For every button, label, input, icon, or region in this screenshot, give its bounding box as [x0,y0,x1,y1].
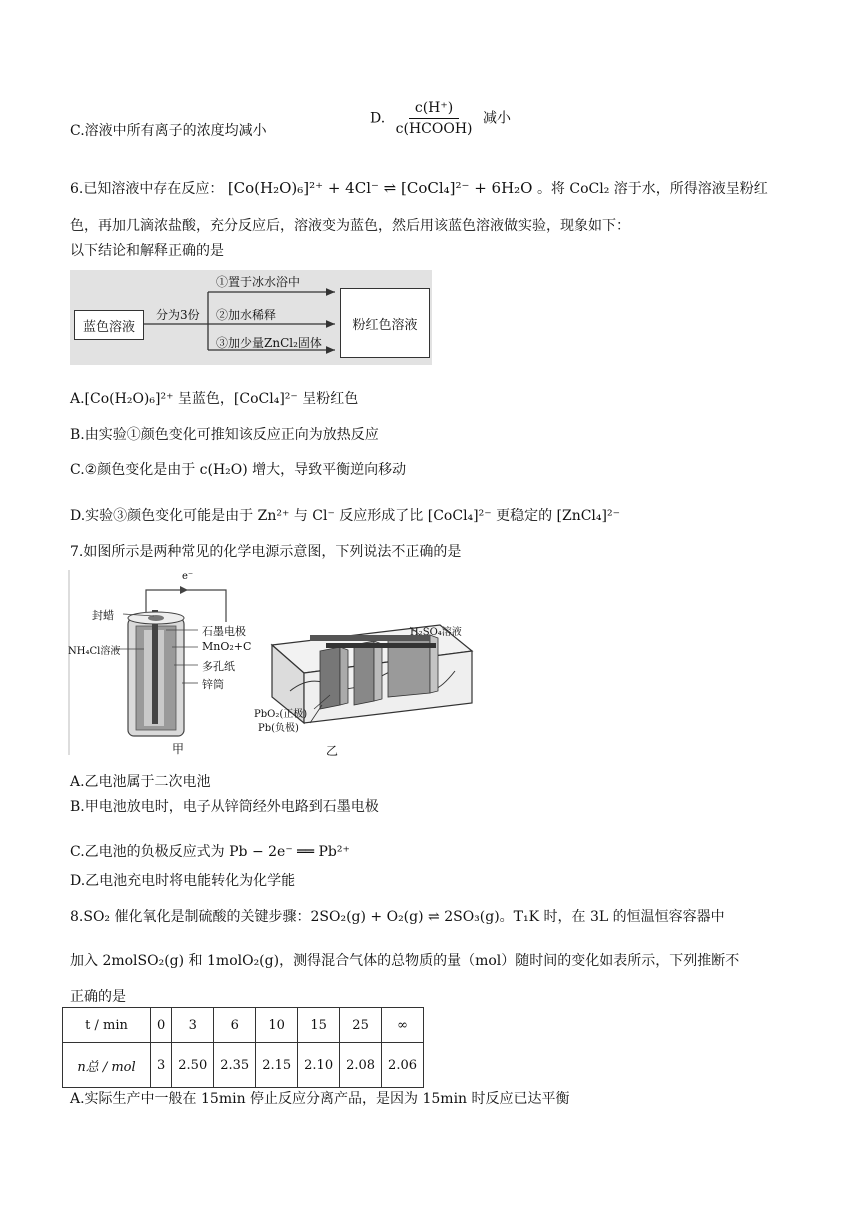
table-cell: 2.08 [340,1043,382,1088]
table-cell: 2.10 [298,1043,340,1088]
table-cell: 3 [151,1043,172,1088]
table-row [63,1043,424,1088]
q6-stem-intro: 6.已知溶液中存在反应： [70,181,224,197]
q8-option-a: A.实际生产中一般在 15min 停止反应分离产品，是因为 15min 时反应已达平衡 [70,1091,570,1107]
paper-label: 多孔纸 [202,660,235,673]
zinc-label: 锌筒 [202,678,224,691]
seal-label: 封蜡 [92,609,114,622]
table-cell: 15 [298,1008,340,1043]
nh4cl-label: NH₄Cl溶液 [68,646,121,657]
table-cell: 2.35 [214,1043,256,1088]
q6-split-label: 分为3份 [156,308,200,322]
q7-option-b: B.甲电池放电时，电子从锌筒经外电路到石墨电极 [70,799,379,815]
table-cell: 3 [172,1008,214,1043]
q6-step2-label: ②加水稀释 [216,308,277,322]
q7-option-d: D.乙电池充电时将电能转化为化学能 [70,873,296,889]
q6-stem-line1 [70,178,768,198]
q8-stem-line2: 加入 2molSO₂(g) 和 1molO₂(g)，测得混合气体的总物质的量（mol）随时间的变化如表所示，下列推断不 [70,953,740,969]
q6-option-d: D.实验③颜色变化可能是由于 Zn²⁺ 与 Cl⁻ 反应形成了比 [CoCl₄]²⁻ 更稳定的 [ZnCl₄]²⁻ [70,508,620,524]
q6-step3-label: ③加少量ZnCl₂固体 [216,336,322,350]
table-cell: 0 [151,1008,172,1043]
table-header-cell: t / min [63,1008,151,1043]
table-row [63,1008,424,1043]
q8-stem-line3: 正确的是 [70,989,126,1005]
q6-stem-line3: 以下结论和解释正确的是 [70,243,224,259]
table-cell: 2.50 [172,1043,214,1088]
caption-jia: 甲 [172,742,185,756]
q8-data-table [62,1007,424,1088]
graphite-label: 石墨电极 [202,625,246,638]
fraction-denominator: c(HCOOH) [395,121,473,137]
q7-stem: 7.如图所示是两种常见的化学电源示意图，下列说法不正确的是 [70,544,462,560]
table-header-cell: n总 / mol [63,1043,151,1088]
q6-left-box: 蓝色溶液 [74,310,144,340]
table-cell: ∞ [382,1008,424,1043]
table-cell: 25 [340,1008,382,1043]
q6-option-b: B.由实验①颜色变化可推知该反应正向为放热反应 [70,427,379,443]
q5-option-c: C.溶液中所有离子的浓度均减小 [70,123,267,139]
caption-yi: 乙 [326,744,339,758]
q6-stem-line2: 色，再加几滴浓盐酸，充分反应后，溶液变为蓝色，然后用该蓝色溶液做实验，现象如下： [70,218,630,234]
h2so4-label: H₂SO₄溶液 [410,627,462,638]
q5-option-d-suffix: 减小 [482,110,511,127]
electron-label: e⁻ [182,571,194,582]
q7-option-a: A.乙电池属于二次电池 [70,774,211,790]
q5-option-d-fraction [390,100,479,137]
q7-option-c: C.乙电池的负极反应式为 Pb − 2e⁻ ══ Pb²⁺ [70,844,350,860]
table-cell: 2.15 [256,1043,298,1088]
mno2-label: MnO₂+C [202,640,252,653]
q6-equation: [Co(H₂O)₆]²⁺ + 4Cl⁻ ⇌ [CoCl₄]²⁻ + 6H₂O [227,179,533,197]
q6-step1-label: ①置于冰水浴中 [216,275,301,289]
q6-flow-diagram [70,270,432,365]
q5-option-d-prefix: D. [370,110,386,127]
q5-option-d [370,100,511,137]
pbo2-label: PbO₂(正极) [254,709,308,720]
fraction-numerator: c(H⁺) [409,100,459,119]
q7-figure-yi [250,605,480,765]
table-cell: 2.06 [382,1043,424,1088]
table-cell: 6 [214,1008,256,1043]
q6-option-a: A.[Co(H₂O)₆]²⁺ 呈蓝色，[CoCl₄]²⁻ 呈粉红色 [70,391,359,407]
table-cell: 10 [256,1008,298,1043]
q6-right-box: 粉红色溶液 [340,288,430,358]
q8-stem-line1: 8.SO₂ 催化氧化是制硫酸的关键步骤：2SO₂(g) + O₂(g) ⇌ 2SO₃(g)。T₁K 时，在 3L 的恒温恒容容器中 [70,909,725,925]
q6-option-c: C.②颜色变化是由于 c(H₂O) 增大，导致平衡逆向移动 [70,462,407,478]
pb-label: Pb(负极) [258,723,299,734]
q6-stem-continued: 。将 CoCl₂ 溶于水，所得溶液呈粉红 [536,181,768,197]
